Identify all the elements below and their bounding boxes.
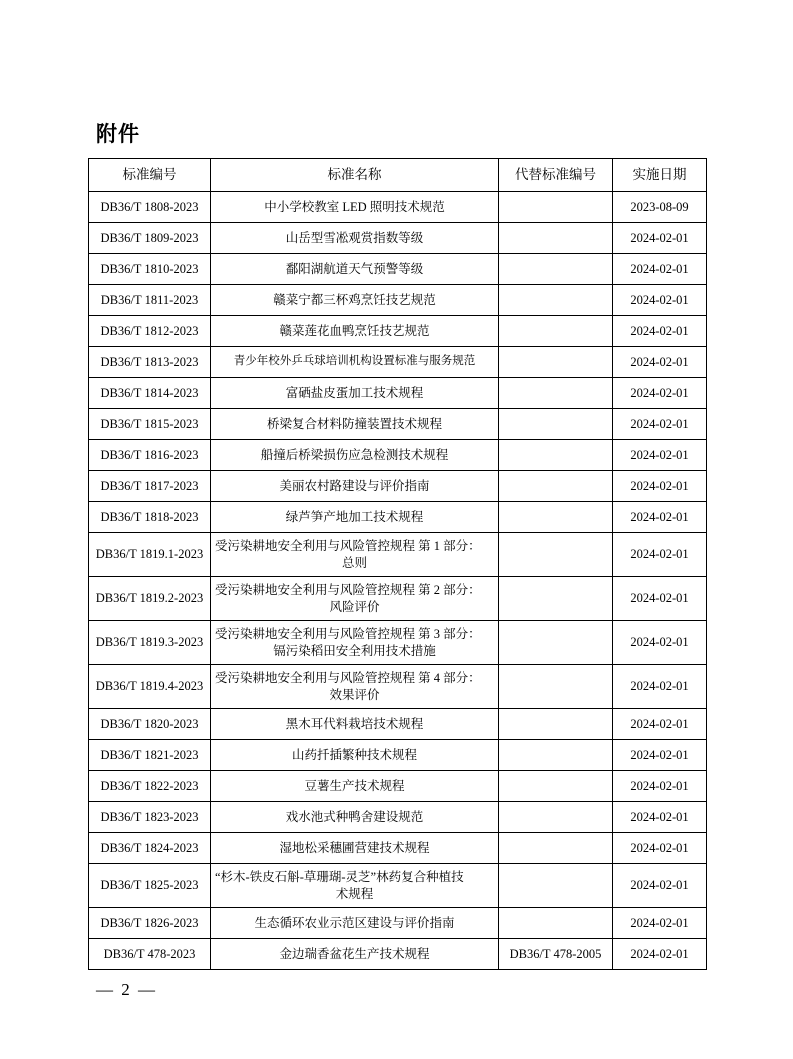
cell-effective-date: 2024-02-01 <box>613 378 707 409</box>
cell-standard-code: DB36/T 1819.1-2023 <box>89 533 211 577</box>
table-row <box>89 409 707 440</box>
header-replaced: 代替标准编号 <box>499 159 613 192</box>
cell-effective-date: 2024-02-01 <box>613 802 707 833</box>
table-row <box>89 577 707 621</box>
cell-standard-name <box>211 621 499 665</box>
cell-effective-date: 2024-02-01 <box>613 740 707 771</box>
table-row <box>89 378 707 409</box>
cell-effective-date: 2024-02-01 <box>613 254 707 285</box>
table-row <box>89 285 707 316</box>
cell-standard-name: 美丽农村路建设与评价指南 <box>211 471 499 502</box>
cell-replaced-code <box>499 533 613 577</box>
cell-standard-name-line2: 镉污染稻田安全利用技术措施 <box>273 643 436 658</box>
cell-standard-name-line1: “杉木-铁皮石斛-草珊瑚-灵芝”林药复合种植技 <box>215 870 464 885</box>
cell-replaced-code <box>499 802 613 833</box>
table-row <box>89 533 707 577</box>
cell-standard-code: DB36/T 1814-2023 <box>89 378 211 409</box>
cell-effective-date: 2024-02-01 <box>613 285 707 316</box>
cell-replaced-code <box>499 409 613 440</box>
cell-replaced-code <box>499 285 613 316</box>
cell-standard-name-line2: 风险评价 <box>329 599 380 614</box>
cell-replaced-code <box>499 440 613 471</box>
cell-replaced-code <box>499 709 613 740</box>
cell-effective-date: 2024-02-01 <box>613 621 707 665</box>
cell-standard-code: DB36/T 1810-2023 <box>89 254 211 285</box>
cell-standard-name: 中小学校教室 LED 照明技术规范 <box>211 192 499 223</box>
table-body <box>89 192 707 970</box>
table-row <box>89 254 707 285</box>
cell-effective-date: 2024-02-01 <box>613 833 707 864</box>
cell-standard-code: DB36/T 1809-2023 <box>89 223 211 254</box>
table-row <box>89 440 707 471</box>
cell-replaced-code <box>499 254 613 285</box>
table-row <box>89 347 707 378</box>
cell-effective-date: 2024-02-01 <box>613 577 707 621</box>
cell-effective-date: 2024-02-01 <box>613 533 707 577</box>
cell-standard-code: DB36/T 1818-2023 <box>89 502 211 533</box>
cell-standard-name: 桥梁复合材料防撞装置技术规程 <box>211 409 499 440</box>
cell-standard-name-line1: 受污染耕地安全利用与风险管控规程 第 2 部分： <box>215 583 481 598</box>
cell-replaced-code <box>499 577 613 621</box>
cell-effective-date: 2024-02-01 <box>613 502 707 533</box>
standards-table <box>88 158 707 970</box>
table-header-row <box>89 159 707 192</box>
table-row <box>89 471 707 502</box>
cell-replaced-code <box>499 378 613 409</box>
table-row <box>89 771 707 802</box>
cell-standard-name-line1: 受污染耕地安全利用与风险管控规程 第 4 部分： <box>215 671 481 686</box>
cell-standard-code: DB36/T 1819.2-2023 <box>89 577 211 621</box>
table-row <box>89 939 707 970</box>
header-date: 实施日期 <box>613 159 707 192</box>
table-row <box>89 223 707 254</box>
cell-replaced-code <box>499 621 613 665</box>
cell-replaced-code: DB36/T 478-2005 <box>499 939 613 970</box>
cell-replaced-code <box>499 833 613 864</box>
cell-standard-name: 豆薯生产技术规程 <box>211 771 499 802</box>
cell-replaced-code <box>499 471 613 502</box>
cell-standard-code: DB36/T 1813-2023 <box>89 347 211 378</box>
cell-standard-code: DB36/T 1819.3-2023 <box>89 621 211 665</box>
table-row <box>89 802 707 833</box>
table-row <box>89 908 707 939</box>
table-row <box>89 502 707 533</box>
cell-standard-code: DB36/T 1825-2023 <box>89 864 211 908</box>
cell-effective-date: 2024-02-01 <box>613 223 707 254</box>
cell-effective-date: 2024-02-01 <box>613 939 707 970</box>
cell-replaced-code <box>499 192 613 223</box>
cell-standard-name <box>211 533 499 577</box>
cell-replaced-code <box>499 665 613 709</box>
cell-effective-date: 2024-02-01 <box>613 709 707 740</box>
cell-standard-name: 鄱阳湖航道天气预警等级 <box>211 254 499 285</box>
attachment-title: 附件 <box>96 122 140 146</box>
table-row <box>89 621 707 665</box>
cell-effective-date: 2024-02-01 <box>613 471 707 502</box>
cell-standard-code: DB36/T 1816-2023 <box>89 440 211 471</box>
cell-standard-code: DB36/T 478-2023 <box>89 939 211 970</box>
table-row <box>89 833 707 864</box>
table-row <box>89 665 707 709</box>
cell-standard-name: 黑木耳代料栽培技术规程 <box>211 709 499 740</box>
cell-standard-name <box>211 864 499 908</box>
cell-standard-code: DB36/T 1811-2023 <box>89 285 211 316</box>
cell-standard-code: DB36/T 1812-2023 <box>89 316 211 347</box>
cell-standard-name: 戏水池式种鸭舍建设规范 <box>211 802 499 833</box>
header-code: 标准编号 <box>89 159 211 192</box>
cell-replaced-code <box>499 864 613 908</box>
header-name: 标准名称 <box>211 159 499 192</box>
table-row <box>89 192 707 223</box>
cell-replaced-code <box>499 316 613 347</box>
cell-standard-name-line1: 受污染耕地安全利用与风险管控规程 第 3 部分： <box>215 627 481 642</box>
cell-standard-code: DB36/T 1817-2023 <box>89 471 211 502</box>
cell-standard-name: 青少年校外乒乓球培训机构设置标准与服务规范 <box>211 347 499 378</box>
cell-standard-name-line2: 术规程 <box>335 886 374 901</box>
cell-effective-date: 2024-02-01 <box>613 908 707 939</box>
table-row <box>89 864 707 908</box>
cell-standard-name: 山岳型雪凇观赏指数等级 <box>211 223 499 254</box>
cell-standard-name: 绿芦笋产地加工技术规程 <box>211 502 499 533</box>
table-row <box>89 316 707 347</box>
cell-standard-code: DB36/T 1826-2023 <box>89 908 211 939</box>
cell-standard-name <box>211 577 499 621</box>
cell-effective-date: 2024-02-01 <box>613 409 707 440</box>
page-number: — 2 — <box>96 980 157 999</box>
cell-effective-date: 2024-02-01 <box>613 864 707 908</box>
cell-standard-code: DB36/T 1819.4-2023 <box>89 665 211 709</box>
table-row <box>89 740 707 771</box>
cell-effective-date: 2024-02-01 <box>613 665 707 709</box>
cell-standard-name: 富硒盐皮蛋加工技术规程 <box>211 378 499 409</box>
cell-standard-name: 赣菜莲花血鸭烹饪技艺规范 <box>211 316 499 347</box>
cell-standard-name: 赣菜宁都三杯鸡烹饪技艺规范 <box>211 285 499 316</box>
cell-replaced-code <box>499 908 613 939</box>
cell-replaced-code <box>499 740 613 771</box>
cell-standard-code: DB36/T 1815-2023 <box>89 409 211 440</box>
cell-standard-code: DB36/T 1821-2023 <box>89 740 211 771</box>
cell-replaced-code <box>499 502 613 533</box>
cell-standard-name-line2: 效果评价 <box>329 687 380 702</box>
cell-standard-code: DB36/T 1822-2023 <box>89 771 211 802</box>
table-row <box>89 709 707 740</box>
cell-replaced-code <box>499 771 613 802</box>
cell-replaced-code <box>499 347 613 378</box>
cell-standard-code: DB36/T 1820-2023 <box>89 709 211 740</box>
cell-effective-date: 2024-02-01 <box>613 347 707 378</box>
cell-standard-code: DB36/T 1808-2023 <box>89 192 211 223</box>
cell-standard-name-line1: 受污染耕地安全利用与风险管控规程 第 1 部分： <box>215 539 481 554</box>
cell-effective-date: 2024-02-01 <box>613 771 707 802</box>
cell-standard-code: DB36/T 1824-2023 <box>89 833 211 864</box>
cell-effective-date: 2024-02-01 <box>613 440 707 471</box>
cell-standard-name <box>211 665 499 709</box>
cell-standard-name: 生态循环农业示范区建设与评价指南 <box>211 908 499 939</box>
cell-effective-date: 2023-08-09 <box>613 192 707 223</box>
cell-standard-name: 山药扦插繁种技术规程 <box>211 740 499 771</box>
cell-standard-name: 金边瑞香盆花生产技术规程 <box>211 939 499 970</box>
cell-standard-name-line2: 总则 <box>341 555 367 570</box>
cell-effective-date: 2024-02-01 <box>613 316 707 347</box>
cell-standard-name: 湿地松采穗圃营建技术规程 <box>211 833 499 864</box>
cell-standard-code: DB36/T 1823-2023 <box>89 802 211 833</box>
cell-standard-name: 船撞后桥梁损伤应急检测技术规程 <box>211 440 499 471</box>
cell-replaced-code <box>499 223 613 254</box>
